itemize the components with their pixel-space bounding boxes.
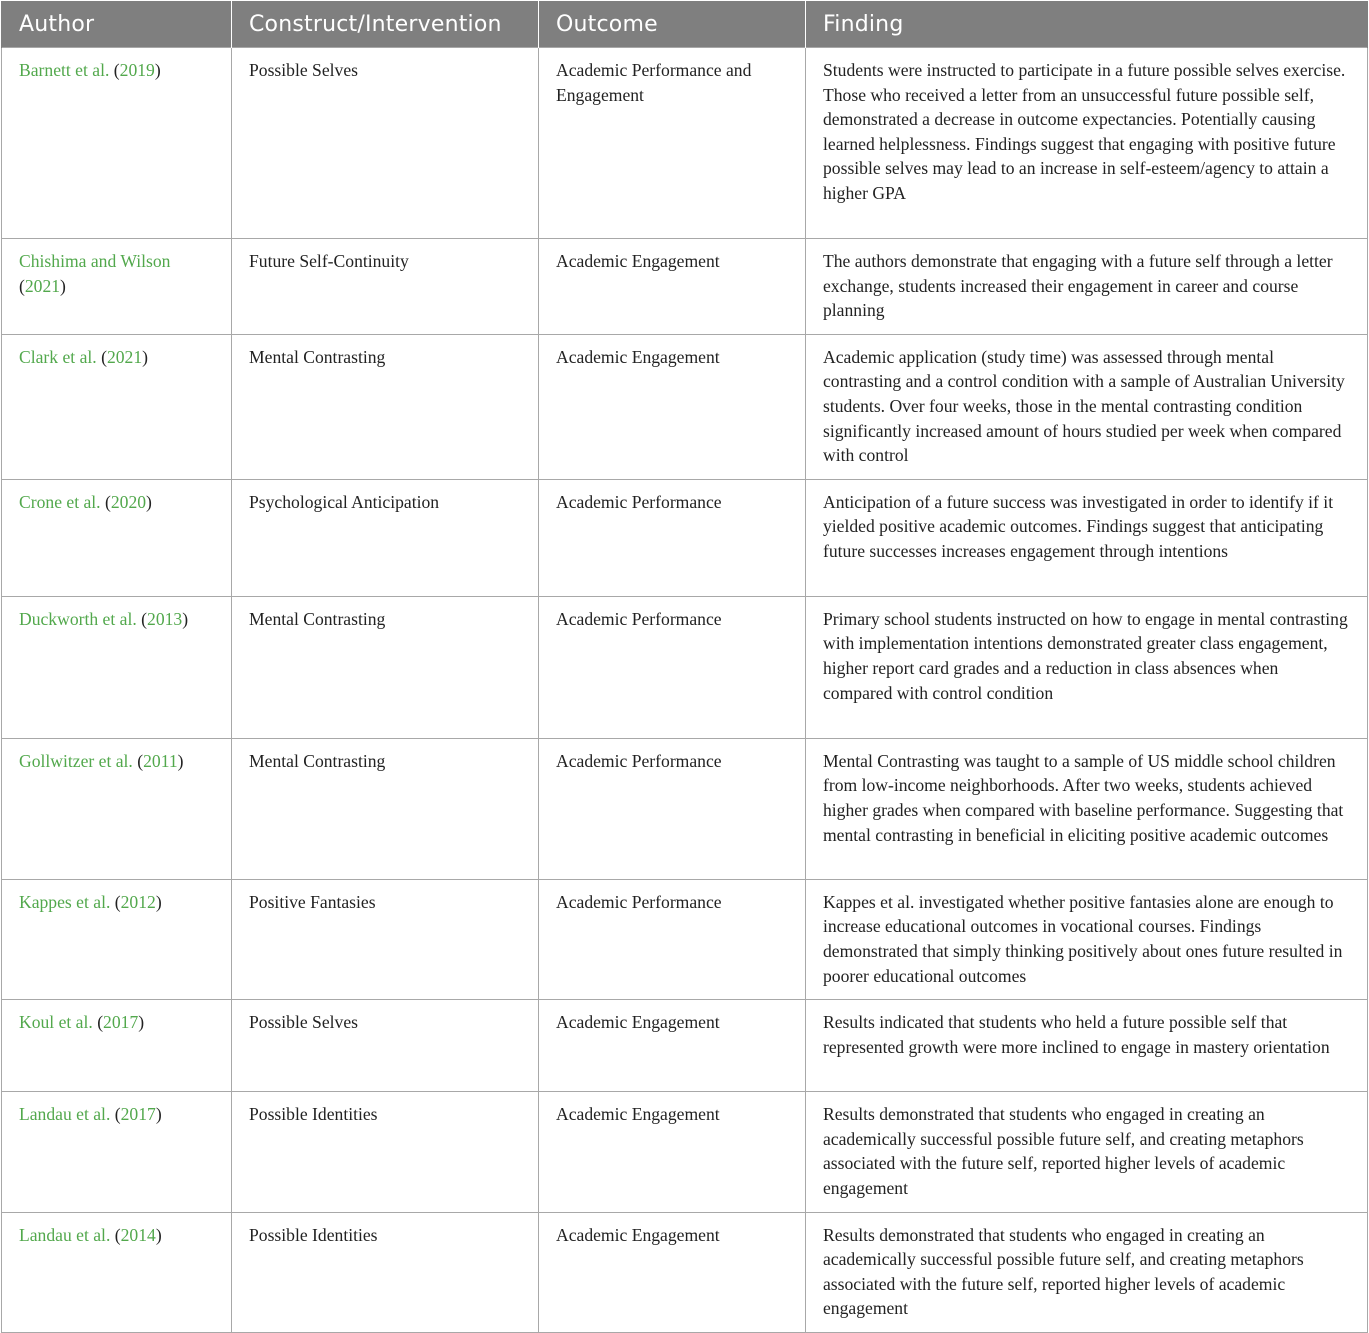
table-header [2,1,1368,48]
author-link[interactable]: Landau et al. [19,1224,111,1245]
construct-cell: Mental Contrasting [232,738,539,879]
author-link[interactable]: Duckworth et al. [19,608,137,629]
year-link[interactable]: 2020 [110,491,147,512]
year-link[interactable]: 2011 [143,750,178,771]
year-link[interactable]: 2017 [120,1104,156,1125]
construct-cell: Mental Contrasting [232,596,539,738]
outcome-cell: Academic Engagement [539,1212,806,1332]
construct-cell: Possible Selves [232,48,539,239]
outcome-cell: Academic Engagement [539,334,806,479]
outcome-cell: Academic Performance and Engagement [539,48,806,239]
literature-table [1,1,1368,1333]
author-link[interactable]: Chishima and Wilson [19,251,171,271]
construct-cell: Mental Contrasting [232,334,539,479]
year-link[interactable]: 2019 [119,60,155,80]
construct-cell: Psychological Anticipation [232,479,539,596]
header-finding: Finding [806,1,1368,48]
finding-cell: Results indicated that students who held a future possible self that represented growth were more inclined to engage in mastery orientation [806,1000,1368,1092]
author-cell: Chishima and Wilson (2021) [2,239,232,335]
author-link[interactable]: Clark et al. [19,346,97,367]
table-row [2,1212,1368,1332]
outcome-cell: Academic Performance [539,738,806,879]
table-row [2,334,1368,479]
year-link[interactable]: 2021 [106,346,143,367]
finding-cell: Results demonstrated that students who engaged in creating an academically successful possible future self, and creating metaphors associated with the future self, reported higher levels of academic engagement [806,1092,1368,1212]
author-cell: Gollwitzer et al. (2011) [2,738,232,879]
header-author: Author [2,1,232,48]
author-cell: Duckworth et al. (2013) [2,596,232,738]
author-cell: Koul et al. (2017) [2,1000,232,1092]
author-cell: Kappes et al. (2012) [2,879,232,999]
author-cell: Clark et al. (2021) [2,334,232,479]
header-construct: Construct/Intervention [232,1,539,48]
year-link[interactable]: 2021 [24,275,61,296]
table-body [2,48,1368,1333]
author-link[interactable]: Barnett et al. [19,60,110,80]
table-row [2,1092,1368,1212]
author-cell: Landau et al. (2014) [2,1212,232,1332]
table-row [2,596,1368,738]
table-row [2,48,1368,239]
year-link[interactable]: 2013 [147,608,183,629]
outcome-cell: Academic Performance [539,479,806,596]
finding-cell: Anticipation of a future success was investigated in order to identify if it yielded positive academic outcomes. Findings suggest that anticipating future successes increases engagement through intentions [806,479,1368,596]
construct-cell: Possible Identities [232,1212,539,1332]
table-row [2,879,1368,999]
finding-cell: Primary school students instructed on how to engage in mental contrasting with implementation intentions demonstrated greater class engagement, higher report card grades and a reduction in class absences when compared with control condition [806,596,1368,738]
year-link[interactable]: 2012 [120,891,156,912]
author-cell: Barnett et al. (2019) [2,48,232,239]
year-link[interactable]: 2014 [120,1224,156,1245]
outcome-cell: Academic Engagement [539,1000,806,1092]
finding-cell: Academic application (study time) was assessed through mental contrasting and a control condition with a sample of Australian University students. Over four weeks, those in the mental contrasting condition significantly increased amount of hours studied per week when compared with control [806,334,1368,479]
author-link[interactable]: Koul et al. [19,1012,93,1033]
year-link[interactable]: 2017 [103,1012,139,1033]
author-link[interactable]: Landau et al. [19,1104,111,1125]
finding-cell: The authors demonstrate that engaging with a future self through a letter exchange, students increased their engagement in career and course planning [806,239,1368,335]
construct-cell: Future Self-Continuity [232,239,539,335]
table-row [2,738,1368,879]
outcome-cell: Academic Engagement [539,1092,806,1212]
finding-cell: Kappes et al. investigated whether positive fantasies alone are enough to increase educational outcomes in vocational courses. Findings demonstrated that simply thinking positively about ones future resulted in poorer educational outcomes [806,879,1368,999]
finding-cell: Students were instructed to participate in a future possible selves exercise. Those who received a letter from an unsuccessful future possible self, demonstrated a decrease in outcome expectancies. Potentially causing learned helplessness. Findings suggest that engaging with positive future possible selves may lead to an increase in self-esteem/agency to attain a higher GPA [806,48,1368,239]
table-row [2,239,1368,335]
outcome-cell: Academic Performance [539,879,806,999]
outcome-cell: Academic Engagement [539,239,806,335]
author-cell: Crone et al. (2020) [2,479,232,596]
author-link[interactable]: Crone et al. [19,491,101,512]
author-cell: Landau et al. (2017) [2,1092,232,1212]
construct-cell: Positive Fantasies [232,879,539,999]
table-row [2,479,1368,596]
author-link[interactable]: Gollwitzer et al. [19,750,133,771]
header-row [2,1,1368,48]
finding-cell: Results demonstrated that students who engaged in creating an academically successful possible future self, and creating metaphors associated with the future self, reported higher levels of academic engagement [806,1212,1368,1332]
header-outcome: Outcome [539,1,806,48]
table-row [2,1000,1368,1092]
author-link[interactable]: Kappes et al. [19,891,111,912]
outcome-cell: Academic Performance [539,596,806,738]
construct-cell: Possible Identities [232,1092,539,1212]
construct-cell: Possible Selves [232,1000,539,1092]
finding-cell: Mental Contrasting was taught to a sample of US middle school children from low-income neighborhoods. After two weeks, students achieved higher grades when compared with baseline performance. Suggesting that mental contrasting in beneficial in eliciting positive academic outcomes [806,738,1368,879]
